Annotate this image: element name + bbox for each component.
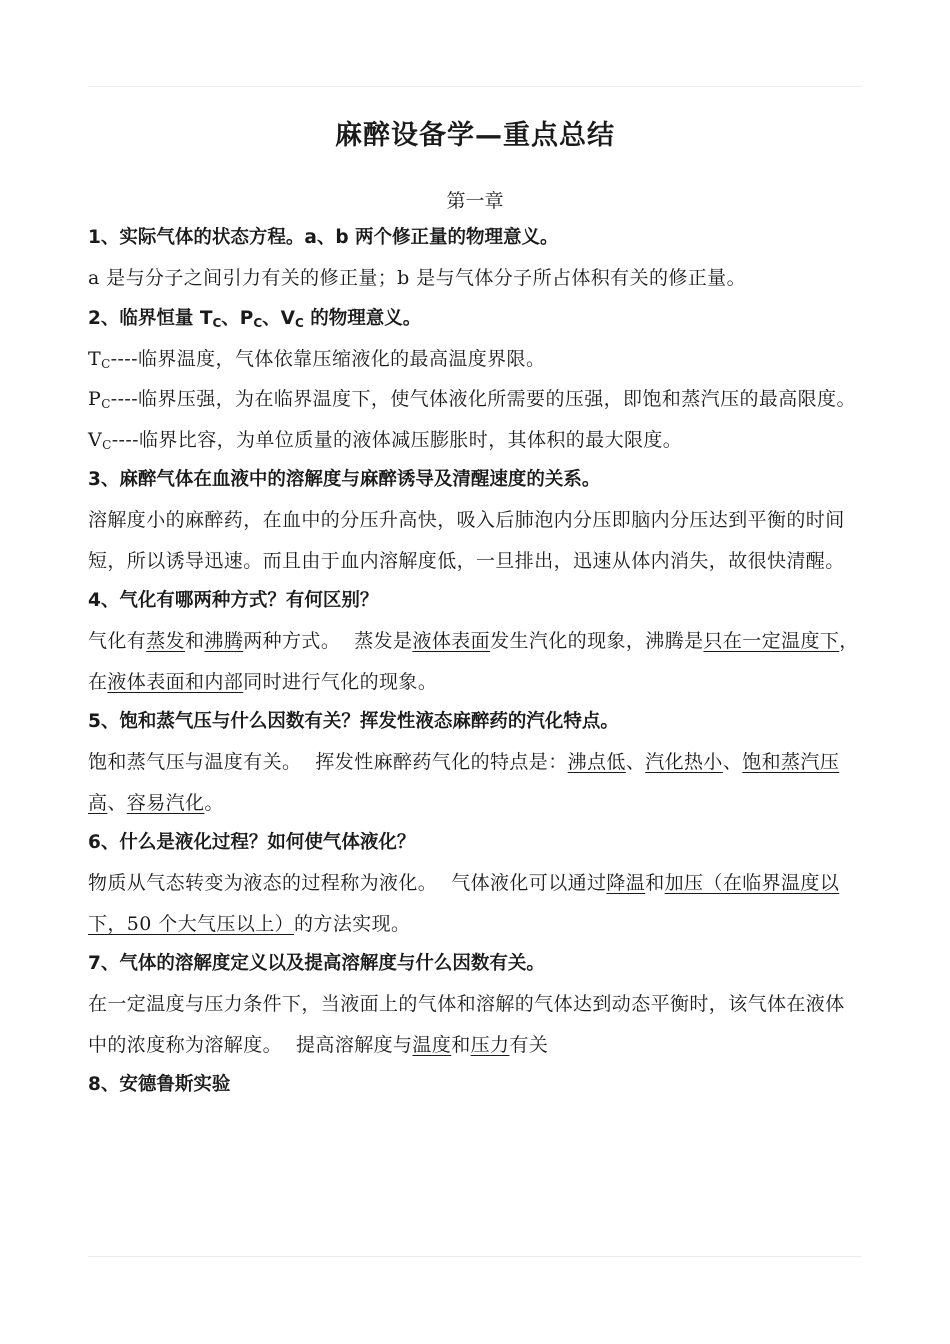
bottom-divider (88, 1256, 862, 1257)
question-5-heading: 5、饱和蒸气压与什么因数有关？挥发性液态麻醉药的汽化特点。 (88, 711, 619, 732)
question-6-answer: 物质从气态转变为液态的过程称为液化。 气体液化可以通过降温和加压（在临界温度以下，50 个大气压以上）的方法实现。 (88, 872, 840, 935)
question-2-answer-vc: $V_C----$临界比容，为单位质量的液体减压膨胀时，其体积的最大限度。 (88, 428, 683, 452)
question-1-heading: 1、实际气体的状态方程。a、b 两个修正量的物理意义。 (88, 227, 559, 248)
question-7-answer: 在一定温度与压力条件下，当液面上的气体和溶解的气体达到动态平衡时，该气体在液体中的浓度称为溶解度。 提高溶解度与温度和压力有关 (88, 993, 845, 1056)
question-7-heading: 7、气体的溶解度定义以及提高溶解度与什么因数有关。 (88, 953, 545, 974)
top-divider (88, 86, 862, 87)
question-2-answer-tc: $T_C----$临界温度，气体依靠压缩液化的最高温度界限。 (88, 347, 546, 371)
question-2-heading: 2、临界恒量 $T_C$、$P_C$、$V_C$ 的物理意义。 (88, 307, 422, 330)
question-5-answer: 饱和蒸气压与温度有关。 挥发性麻醉药气化的特点是：沸点低、汽化热小、饱和蒸汽压高、容易汽化。 (88, 751, 840, 814)
question-8-heading: 8、安德鲁斯实验 (88, 1074, 231, 1095)
document-body (88, 112, 862, 1105)
question-2-answer-pc: $P_C----$临界压强，为在临界温度下，使气体液化所需要的压强，即饱和蒸汽压的最高限度。 (88, 388, 856, 411)
chapter-heading: 第一章 (446, 190, 504, 212)
question-4-answer: 气化有蒸发和沸腾两种方式。 蒸发是液体表面发生汽化的现象，沸腾是只在一定温度下，在液体表面和内部同时进行气化的现象。 (88, 630, 859, 693)
document-title: 麻醉设备学—重点总结 (335, 120, 615, 151)
question-3-answer: 溶解度小的麻醉药，在血中的分压升高快，吸入后肺泡内分压即脑内分压达到平衡的时间短，所以诱导迅速。而且由于血内溶解度低，一旦排出，迅速从体内消失，故很快清醒。 (88, 509, 845, 572)
question-3-heading: 3、麻醉气体在血液中的溶解度与麻醉诱导及清醒速度的关系。 (88, 469, 601, 490)
question-1-answer: a 是与分子之间引力有关的修正量；b 是与气体分子所占体积有关的修正量。 (88, 267, 746, 289)
question-6-heading: 6、什么是液化过程？如何使气体液化？ (88, 832, 416, 853)
question-4-heading: 4、气化有哪两种方式？有何区别？ (88, 590, 379, 611)
